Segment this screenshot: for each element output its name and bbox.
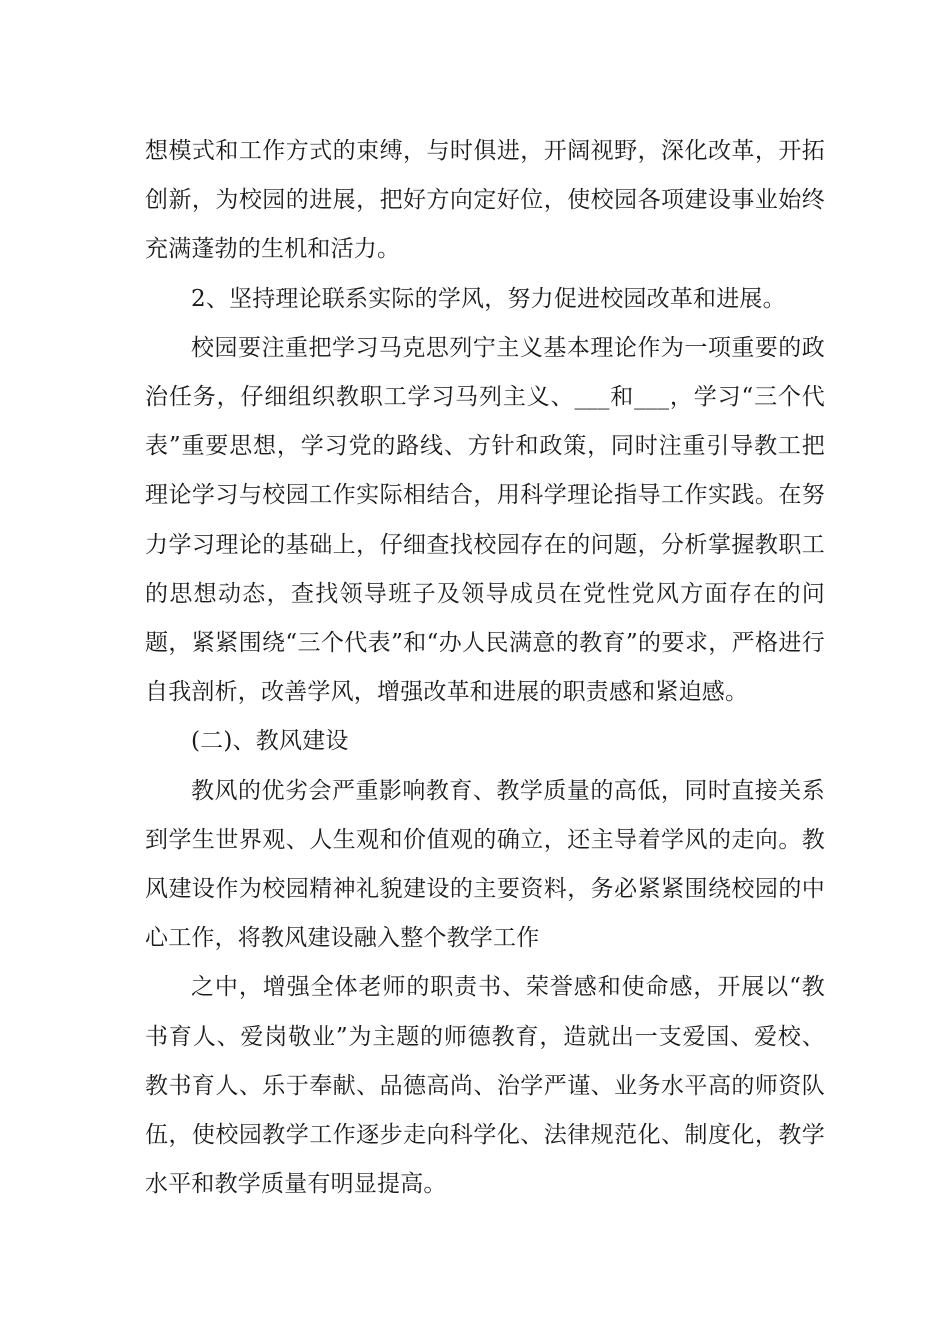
- paragraph-1: 想模式和工作方式的束缚，与时俱进，开阔视野，深化改革，开拓创新，为校园的进展，把好方向定好位，使校园各项建设事业始终充满蓬勃的生机和活力。: [145, 138, 825, 263]
- paragraph-2: 2、坚持理论联系实际的学风，努力促进校园改革和进展。: [191, 285, 786, 312]
- section-heading: (二)、教风建设: [191, 728, 349, 755]
- paragraph-4: 教风的优劣会严重影响教育、教学质量的高低，同时直接关系到学生世界观、人生观和价值观的确立，还主导着学风的走向。教风建设作为校园精神礼貌建设的主要资料，务必紧紧围绕校园的中心工作，将教风建设融入整个教学工作: [145, 777, 825, 952]
- document-body: [145, 127, 825, 1209]
- paragraph-3: 校园要注重把学习马克思列宁主义基本理论作为一项重要的政治任务，仔细组织教职工学习马列主义、___和___，学习“三个代表”重要思想，学习党的路线、方针和政策，同时注重引导教工把理论学习与校园工作实际相结合，用科学理论指导工作实践。在努力学习理论的基础上，仔细查找校园存在的问题，分析掌握教职工的思想动态，查找领导班子及领导成员在党性党风方面存在的问题，紧紧围绕“三个代表”和“办人民满意的教育”的要求，严格进行自我剖析，改善学风，增强改革和进展的职责感和紧迫感。: [145, 334, 825, 706]
- paragraph-5: 之中，增强全体老师的职责书、荣誉感和使命感，开展以“教书育人、爱岗敬业”为主题的师德教育，造就出一支爱国、爱校、教书育人、乐于奉献、品德高尚、治学严谨、业务水平高的师资队伍，使校园教学工作逐步走向科学化、法律规范化、制度化，教学水平和教学质量有明显提高。: [145, 974, 825, 1198]
